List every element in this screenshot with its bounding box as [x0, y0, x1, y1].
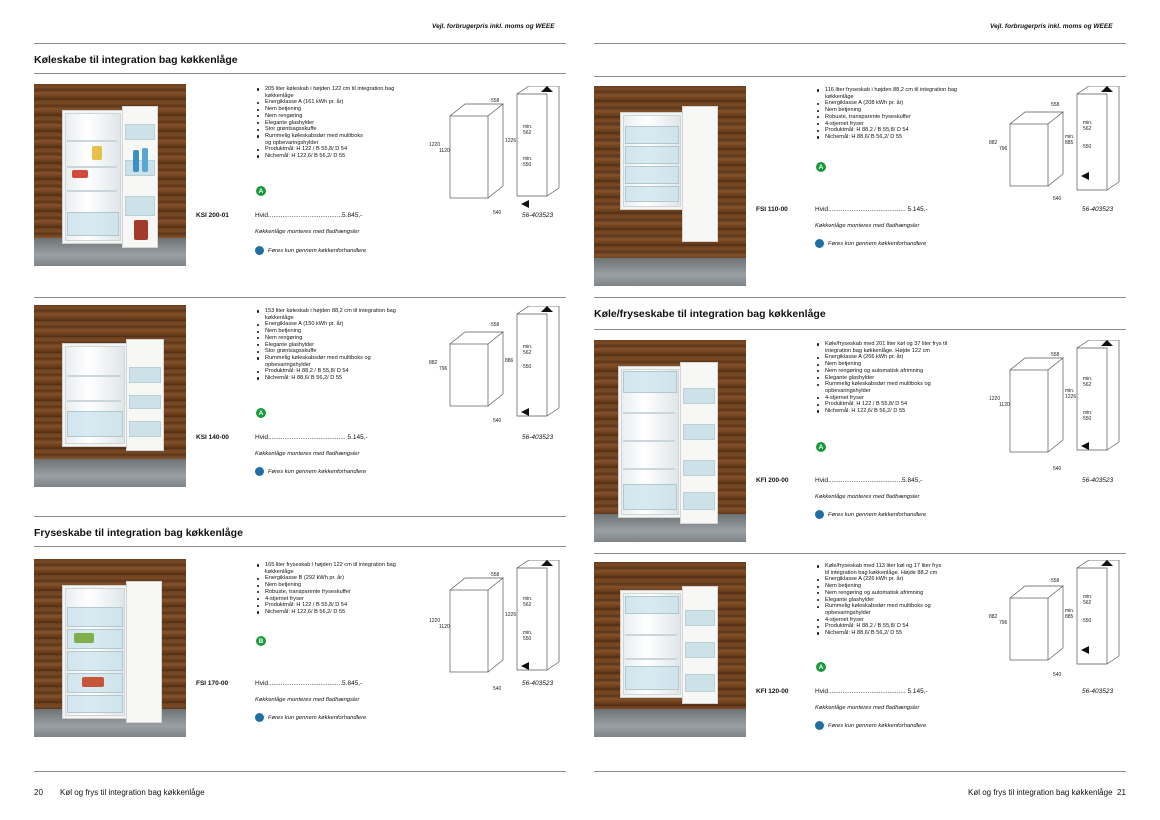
itemno-fsi170: 56-403523 — [522, 680, 554, 687]
top-rule-left — [34, 43, 566, 44]
svg-text:1226: 1226 — [505, 612, 517, 618]
page-number-right: 21 — [1117, 788, 1126, 797]
dealer-dot-icon — [255, 246, 264, 255]
svg-text:min.: min. — [1065, 608, 1075, 614]
product-photo-ksi200 — [34, 84, 186, 266]
mounting-note-kfi120: Køkkenlåge monteres med fladhængsler — [815, 705, 920, 711]
svg-text:1226: 1226 — [1065, 394, 1077, 400]
product-photo-ksi140 — [34, 305, 186, 487]
feature-list-ksi200: 205 liter køleskab i højden 122 cm til integration bag køkkenlåge Energiklasse A (161 kWh pr. år) Nem betjening Nem rengøring Elegante glashylder Stor grøntsagsskuffe Rummelig køleskabsdør med multiboks og opbevaringshylder Produktmål: H 122 / B 55,8/ D 54 Nichemål: H 122,6/ B 56,2/ D 55 — [265, 86, 395, 160]
bottom-rule-right — [594, 771, 1126, 772]
model-kfi200: KFI 200-00 — [756, 477, 789, 484]
svg-text:1220: 1220 — [989, 396, 1001, 402]
svg-text:540: 540 — [1053, 196, 1062, 202]
energy-label-kfi200: A — [816, 442, 826, 452]
price-ksi140: Hvid........................................... 5.145,- — [255, 434, 368, 441]
svg-text:550: 550 — [523, 636, 532, 642]
svg-text:558: 558 — [491, 322, 500, 328]
dealer-dot-icon — [815, 239, 824, 248]
svg-text:min.: min. — [1065, 388, 1075, 394]
dimension-diagram-kfi120 — [985, 560, 1125, 685]
footer-title-left: Køl og frys til integration bag køkkenlåge — [60, 788, 205, 797]
svg-text:550: 550 — [523, 162, 532, 168]
energy-label-fsi110: A — [816, 162, 826, 172]
dealer-dot-icon — [255, 713, 264, 722]
product-photo-kfi200 — [594, 340, 746, 542]
price-kfi200: Hvid.........................................5.845,- — [815, 477, 923, 484]
svg-text:540: 540 — [1053, 466, 1062, 472]
svg-text:558: 558 — [1051, 578, 1060, 584]
svg-text:min.: min. — [1083, 376, 1093, 382]
price-kfi120: Hvid........................................... 5.145,- — [815, 688, 928, 695]
feature-list-fsi110: 116 liter fryseskab i højden 88,2 cm til integration bag køkkenlåge Energiklasse A (208 kWh pr. år) Nem betjening Robuste, transparente fryseskuffer 4-stjernet fryser Produktmål: H 88,2 / B 55,8/ D 54 Nichemål: H 88,6/ B 56,2/ D 55 — [825, 87, 958, 140]
svg-text:min.: min. — [523, 124, 533, 130]
svg-text:885: 885 — [1065, 140, 1074, 146]
dealer-note-fsi110: Føres kun gennem køkkenforhandlere — [815, 239, 926, 248]
svg-text:882: 882 — [989, 614, 998, 620]
dealer-note-ksi140: Føres kun gennem køkkenforhandlere — [255, 467, 366, 476]
svg-text:796: 796 — [999, 146, 1008, 152]
svg-text:1120: 1120 — [439, 148, 450, 154]
energy-label-ksi200: A — [256, 186, 266, 196]
price-ksi200: Hvid.........................................5.845,- — [255, 212, 363, 219]
dealer-dot-icon — [815, 510, 824, 519]
svg-text:min.: min. — [523, 344, 533, 350]
top-rule-right — [594, 43, 1126, 44]
svg-text:886: 886 — [505, 358, 514, 364]
model-kfi120: KFI 120-00 — [756, 688, 789, 695]
feature-list-kfi120: Køle/fryseskab med 113 liter køl og 17 liter frys til integration bag køkkenlåge. Højde 88,2 cm Energiklasse A (226 kWh pr. år) Nem betjening Nem rengøring og automatisk afrimning Elegante glashylder Rummelig køleskabsdør med multiboks og opbevaringshylder 4-stjernet fryser Produktmål: H 88,2 / B 55,8/ D 54 Nichemål: H 88,6/ B 56,2/ D 55 — [825, 563, 942, 637]
svg-text:562: 562 — [1083, 382, 1092, 388]
svg-text:562: 562 — [523, 602, 532, 608]
svg-text:540: 540 — [493, 418, 502, 424]
svg-text:882: 882 — [429, 360, 438, 366]
product-photo-fsi110 — [594, 86, 746, 286]
svg-text:540: 540 — [493, 686, 502, 692]
footer-title-right: Køl og frys til integration bag køkkenlåge — [968, 788, 1113, 797]
section-rule-combi — [594, 329, 1126, 330]
mounting-note-fsi170: Køkkenlåge monteres med fladhængsler — [255, 697, 360, 703]
energy-label-fsi170: B — [256, 636, 266, 646]
itemno-kfi200: 56-403523 — [1082, 477, 1114, 484]
model-fsi170: FSI 170-00 — [196, 680, 229, 687]
svg-text:540: 540 — [1053, 672, 1062, 678]
itemno-kfi120: 56-403523 — [1082, 688, 1114, 695]
svg-text:550: 550 — [523, 364, 532, 370]
price-fsi110: Hvid........................................... 5.145,- — [815, 206, 928, 213]
section-title-freezers: Fryseskabe til integration bag køkkenlåge — [34, 527, 243, 539]
section-title-fridges: Køleskabe til integration bag køkkenlåge — [34, 54, 238, 66]
svg-text:562: 562 — [1083, 126, 1092, 132]
svg-text:796: 796 — [439, 366, 448, 372]
svg-text:562: 562 — [523, 130, 532, 136]
price-note-left: Vejl. forbrugerpris inkl. moms og WEEE — [432, 23, 555, 30]
section-rule-right-top — [594, 76, 1126, 77]
mounting-note-kfi200: Køkkenlåge monteres med fladhængsler — [815, 494, 920, 500]
product-photo-kfi120 — [594, 562, 746, 737]
svg-text:1220: 1220 — [429, 142, 441, 148]
divider-right-2 — [594, 553, 1126, 554]
dealer-note-kfi120: Føres kun gennem køkkenforhandlere — [815, 721, 926, 730]
dimension-diagram-ksi200 — [425, 86, 565, 216]
svg-text:1226: 1226 — [505, 138, 517, 144]
svg-text:885: 885 — [1065, 614, 1074, 620]
dealer-note-ksi200: Føres kun gennem køkkenforhandlere — [255, 246, 366, 255]
svg-text:min.: min. — [1083, 594, 1093, 600]
mounting-note-fsi110: Køkkenlåge monteres med fladhængsler — [815, 223, 920, 229]
svg-text:558: 558 — [1051, 352, 1060, 358]
dealer-note-kfi200: Føres kun gennem køkkenforhandlere — [815, 510, 926, 519]
bottom-rule-left — [34, 771, 566, 772]
dimension-diagram-fsi110 — [985, 86, 1125, 211]
energy-label-ksi140: A — [256, 408, 266, 418]
itemno-fsi110: 56-403523 — [1082, 206, 1114, 213]
feature-list-ksi140: 153 liter køleskab i højden 88,2 cm til integration bag køkkenlåge Energiklasse A (150 kWh pr. år) Nem betjening Nem rengøring Elegante glashylder Stor grøntsagsskuffe Rummelig køleskabsdør med multiboks og opbevaringshylder Produktmål: H 88,2 / B 55,8/ D 54 Nichemål: H 88,6/ B 56,2/ D 55 — [265, 308, 396, 382]
dimension-diagram-kfi200 — [985, 340, 1125, 475]
svg-text:min.: min. — [523, 630, 533, 636]
section-title-combi: Køle/fryseskabe til integration bag køkkenlåge — [594, 308, 826, 320]
svg-text:558: 558 — [491, 572, 500, 578]
svg-text:558: 558 — [1051, 102, 1060, 108]
divider-right-1 — [594, 297, 1126, 298]
mounting-note-ksi200: Køkkenlåge monteres med fladhængsler — [255, 229, 360, 235]
feature-list-fsi170: 165 liter fryseskab i højden 122 cm til integration bag køkkenlåge Energiklasse B (292 kWh pr. år) Nem betjening Robuste, transparente fryseskuffer 4-stjernet fryser Produktmål: H 122 / B 55,8/ D 54 Nichemål: H 122,6/ B 56,2/ D 55 — [265, 562, 396, 615]
svg-text:796: 796 — [999, 620, 1008, 626]
dealer-note-fsi170: Føres kun gennem køkkenforhandlere — [255, 713, 366, 722]
price-fsi170: Hvid.........................................5.845,- — [255, 680, 363, 687]
dealer-dot-icon — [815, 721, 824, 730]
divider-left-1 — [34, 297, 566, 298]
svg-text:562: 562 — [1083, 600, 1092, 606]
itemno-ksi200: 56-403523 — [522, 212, 554, 219]
svg-text:1120: 1120 — [439, 624, 450, 630]
section-rule-fridges — [34, 73, 566, 74]
svg-text:min.: min. — [523, 596, 533, 602]
page-number-left: 20 — [34, 788, 43, 797]
mounting-note-ksi140: Køkkenlåge monteres med fladhængsler — [255, 451, 360, 457]
feature-list-kfi200: Køle/fryseskab med 201 liter køl og 37 liter frys til integration bag køkkenlåge. Højde 122 cm Energiklasse A (266 kWh pr. år) Nem betjening Nem rengøring og automatisk afrimning Elegante glashylder Rummelig køleskabsdør med multiboks og opbevaringshylder 4-stjernet fryser Produktmål: H 122 / B 55,8/ D 54 Nichemål: H 122,6/ B 56,2/ D 55 — [825, 341, 948, 415]
svg-text:550: 550 — [1083, 618, 1092, 624]
dimension-diagram-fsi170 — [425, 560, 565, 695]
svg-text:min.: min. — [1065, 134, 1075, 140]
section-rule-freezers — [34, 546, 566, 547]
dealer-dot-icon — [255, 467, 264, 476]
model-ksi140: KSI 140-00 — [196, 434, 229, 441]
svg-text:558: 558 — [491, 98, 500, 104]
itemno-ksi140: 56-403523 — [522, 434, 554, 441]
energy-label-kfi120: A — [816, 662, 826, 672]
divider-left-2 — [34, 516, 566, 517]
svg-text:min.: min. — [1083, 410, 1093, 416]
svg-text:882: 882 — [989, 140, 998, 146]
svg-text:550: 550 — [1083, 144, 1092, 150]
svg-text:min.: min. — [1083, 120, 1093, 126]
price-note-right: Vejl. forbrugerpris inkl. moms og WEEE — [990, 23, 1113, 30]
svg-text:562: 562 — [523, 350, 532, 356]
svg-text:1120: 1120 — [999, 402, 1010, 408]
product-photo-fsi170 — [34, 559, 186, 737]
svg-text:550: 550 — [1083, 416, 1092, 422]
svg-text:1220: 1220 — [429, 618, 441, 624]
dimension-diagram-ksi140 — [425, 306, 565, 436]
model-ksi200: KSI 200-01 — [196, 212, 229, 219]
model-fsi110: FSI 110-00 — [756, 206, 788, 213]
svg-text:min.: min. — [523, 156, 533, 162]
svg-text:540: 540 — [493, 210, 502, 216]
